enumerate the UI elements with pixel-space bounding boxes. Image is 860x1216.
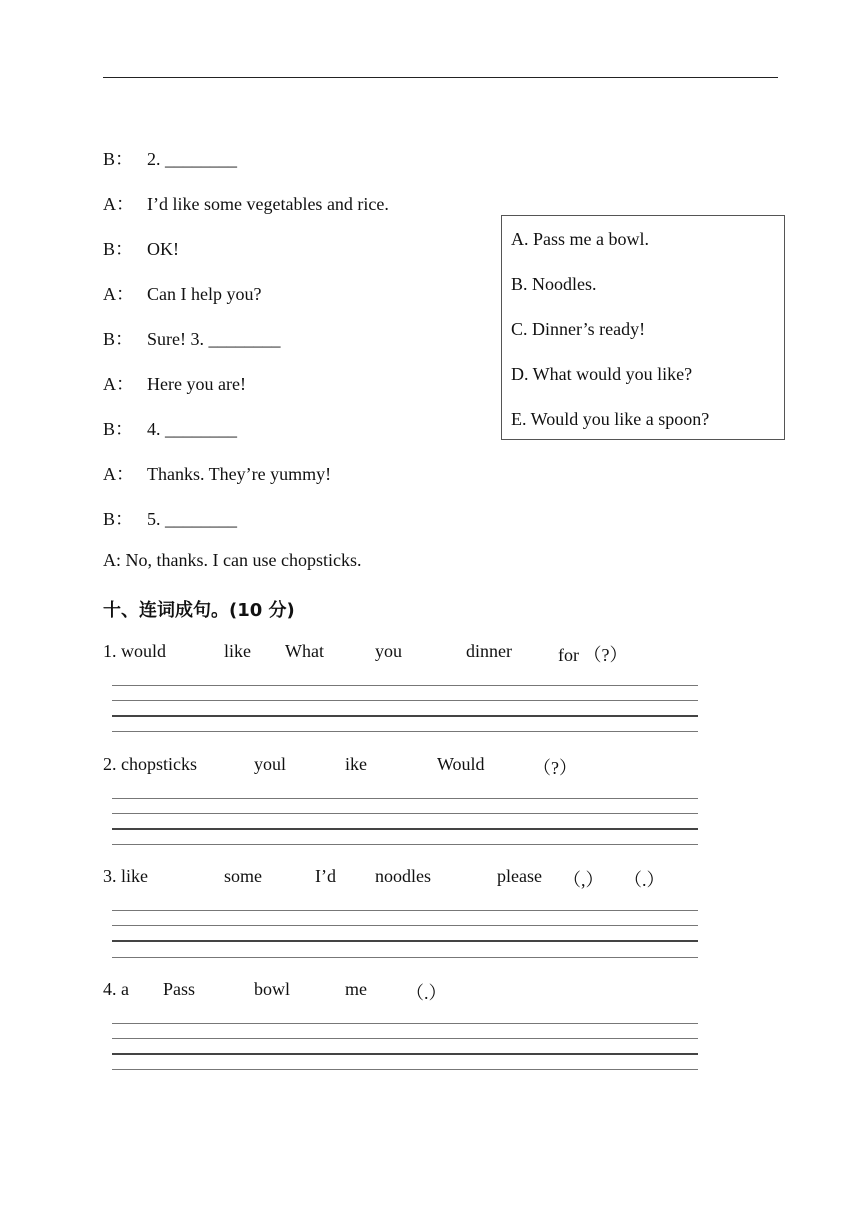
dialogue-line-9: B： 5. ________: [103, 509, 237, 529]
word: I’d: [315, 866, 336, 886]
word: 3. like: [103, 866, 148, 886]
word: （.）: [406, 983, 447, 1003]
section-title: 十、连词成句。(10 分): [103, 600, 295, 621]
dialogue-line-2: A： I’d like some vegetables and rice.: [103, 194, 389, 214]
option-c: C. Dinner’s ready!: [511, 319, 646, 339]
dialogue-closing-line: A: No, thanks. I can use chopsticks.: [103, 550, 362, 570]
question-2: [0, 754, 860, 778]
dialogue-line-7: B： 4. ________: [103, 419, 237, 439]
option-b: B. Noodles.: [511, 274, 597, 294]
dialogue-line-5: B： Sure! 3. ________: [103, 329, 281, 349]
word: dinner: [466, 641, 512, 661]
word: 2. chopsticks: [103, 754, 197, 774]
word: （.）: [624, 870, 665, 890]
word: Would: [437, 754, 485, 774]
options-box: [501, 215, 785, 440]
question-1: [0, 641, 860, 665]
word: 4. a: [103, 979, 129, 999]
word: 1. would: [103, 641, 166, 661]
dialogue-line-1: B： 2. ________: [103, 149, 237, 169]
word: for （?）: [558, 645, 628, 665]
dialogue-line-3: B： OK!: [103, 239, 179, 259]
dialogue-line-6: A： Here you are!: [103, 374, 246, 394]
question-4: [0, 979, 860, 1003]
question-3: [0, 866, 860, 890]
word: noodles: [375, 866, 431, 886]
word: What: [285, 641, 324, 661]
word: bowl: [254, 979, 290, 999]
dialogue-line-4: A： Can I help you?: [103, 284, 262, 304]
word: ike: [345, 754, 367, 774]
word: youl: [254, 754, 287, 774]
option-d: D. What would you like?: [511, 364, 693, 384]
word: （,）: [563, 870, 604, 890]
header-rule: [103, 77, 778, 78]
word: Pass: [163, 979, 196, 999]
word: please: [497, 866, 542, 886]
word: you: [375, 641, 402, 661]
dialogue-line-8: A： Thanks. They’re yummy!: [103, 464, 332, 484]
option-a: A. Pass me a bowl.: [511, 229, 649, 249]
word: me: [345, 979, 367, 999]
word: some: [224, 866, 262, 886]
word: like: [224, 641, 251, 661]
word: （?）: [533, 758, 577, 778]
option-e: E. Would you like a spoon?: [511, 409, 710, 429]
